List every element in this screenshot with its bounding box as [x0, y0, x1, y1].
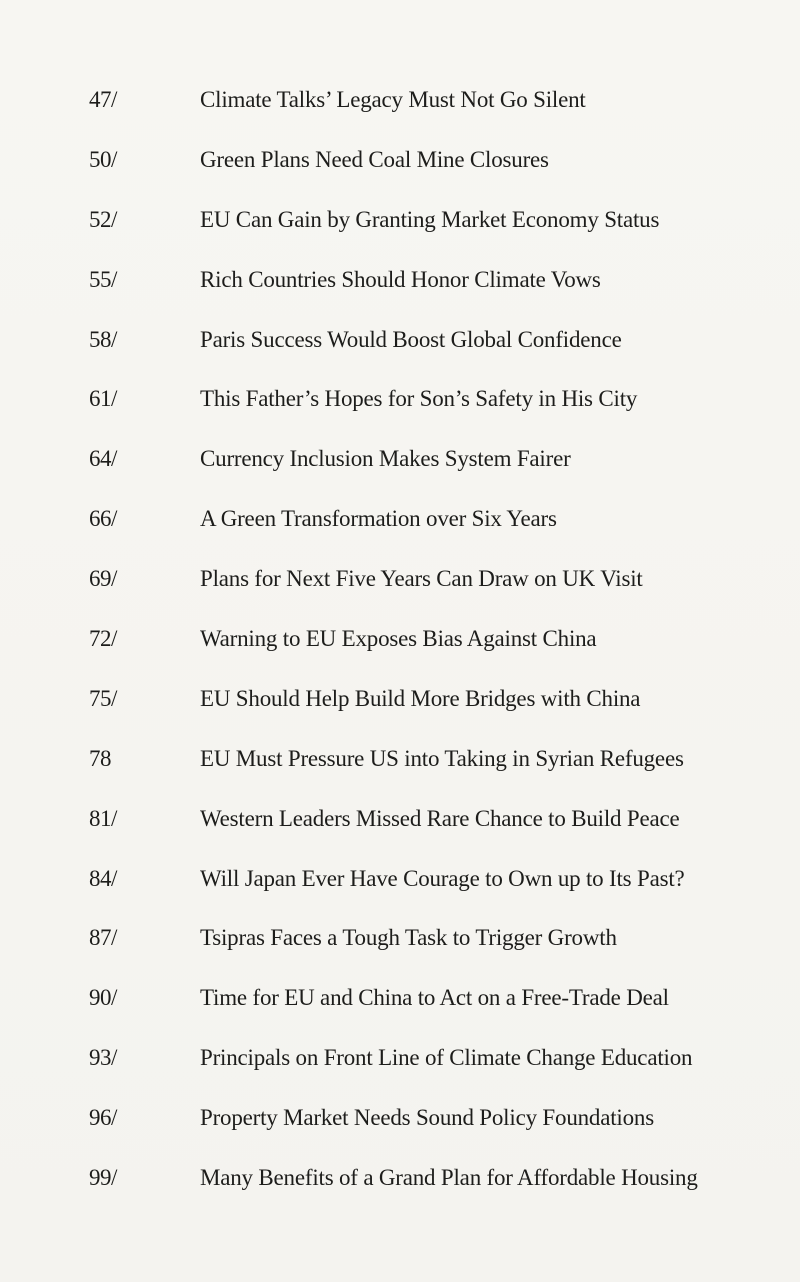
toc-title: Plans for Next Five Years Can Draw on UK Visit — [200, 566, 643, 592]
toc-title: Time for EU and China to Act on a Free-Trade Deal — [200, 985, 669, 1011]
toc-page-number: 66/ — [89, 506, 117, 532]
toc-page-number: 99/ — [89, 1164, 117, 1190]
toc-page-number: 64/ — [89, 446, 117, 472]
toc-page-number: 55/ — [89, 266, 117, 292]
table-of-contents — [0, 70, 800, 1208]
toc-title: Climate Talks’ Legacy Must Not Go Silent — [200, 86, 586, 112]
toc-entry — [0, 489, 800, 549]
toc-entry — [0, 190, 800, 250]
toc-title: EU Can Gain by Granting Market Economy Status — [200, 206, 660, 232]
toc-entry — [0, 669, 800, 729]
toc-entry — [0, 549, 800, 609]
toc-entry — [0, 1088, 800, 1148]
toc-title: This Father’s Hopes for Son’s Safety in His City — [200, 386, 638, 412]
toc-title: Green Plans Need Coal Mine Closures — [200, 146, 549, 172]
toc-title: Paris Success Would Boost Global Confidence — [200, 326, 622, 352]
toc-page-number: 75/ — [89, 685, 117, 711]
toc-page-number: 96/ — [89, 1105, 117, 1131]
toc-page-number: 87/ — [89, 925, 117, 951]
toc-entry — [0, 1148, 800, 1208]
toc-page-number: 90/ — [89, 985, 117, 1011]
toc-page-number: 69/ — [89, 566, 117, 592]
toc-entry — [0, 968, 800, 1028]
toc-title: A Green Transformation over Six Years — [200, 506, 557, 532]
toc-page-number: 81/ — [89, 805, 117, 831]
toc-page-number: 47/ — [89, 86, 117, 112]
toc-title: Rich Countries Should Honor Climate Vows — [200, 266, 601, 292]
toc-entry — [0, 429, 800, 489]
toc-title: Property Market Needs Sound Policy Foundations — [200, 1105, 654, 1131]
toc-title: Western Leaders Missed Rare Chance to Build Peace — [200, 805, 680, 831]
toc-title: Warning to EU Exposes Bias Against China — [200, 625, 597, 651]
toc-page-number: 78 — [89, 745, 111, 771]
toc-page-number: 58/ — [89, 326, 117, 352]
toc-entry — [0, 70, 800, 130]
toc-title: Currency Inclusion Makes System Fairer — [200, 446, 571, 472]
toc-entry — [0, 849, 800, 909]
toc-page-number: 50/ — [89, 146, 117, 172]
toc-entry — [0, 369, 800, 429]
toc-title: Will Japan Ever Have Courage to Own up to Its Past? — [200, 865, 685, 891]
toc-title: EU Must Pressure US into Taking in Syrian Refugees — [200, 745, 684, 771]
toc-entry — [0, 130, 800, 190]
toc-title: EU Should Help Build More Bridges with China — [200, 685, 641, 711]
toc-page-number: 72/ — [89, 625, 117, 651]
toc-entry — [0, 310, 800, 370]
toc-entry — [0, 609, 800, 669]
toc-page-number: 93/ — [89, 1045, 117, 1071]
toc-entry — [0, 729, 800, 789]
toc-title: Principals on Front Line of Climate Change Education — [200, 1045, 693, 1071]
toc-title: Many Benefits of a Grand Plan for Affordable Housing — [200, 1164, 698, 1190]
toc-entry — [0, 1028, 800, 1088]
toc-entry — [0, 908, 800, 968]
toc-entry — [0, 789, 800, 849]
toc-page-number: 84/ — [89, 865, 117, 891]
toc-title: Tsipras Faces a Tough Task to Trigger Growth — [200, 925, 617, 951]
toc-page-number: 61/ — [89, 386, 117, 412]
toc-page-number: 52/ — [89, 206, 117, 232]
toc-entry — [0, 250, 800, 310]
